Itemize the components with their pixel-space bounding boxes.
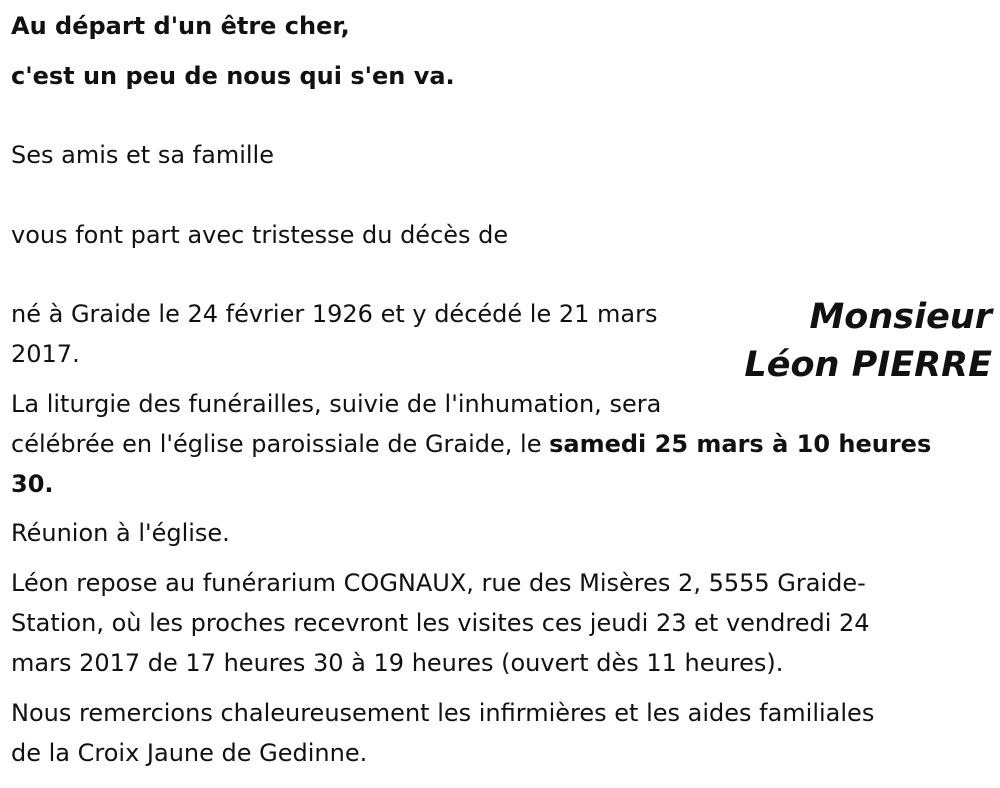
deceased-title: Monsieur	[809, 297, 992, 337]
funeral-line-2-text: célébrée en l'église paroissiale de Graide, le	[11, 430, 550, 458]
deceased-name: Léon PIERRE	[744, 345, 992, 385]
visit-line-2: Station, où les proches recevront les visites ces jeudi 23 et vendredi 24	[11, 609, 870, 637]
funeral-line-3: 30.	[11, 470, 54, 498]
thanks-line-1: Nous remercions chaleureusement les infirmières et les aides familiales	[11, 699, 875, 727]
visit-line-1: Léon repose au funérarium COGNAUX, rue des Misères 2, 5555 Graide-	[11, 569, 866, 597]
quote-line-2: c'est un peu de nous qui s'en va.	[11, 62, 455, 90]
birth-line-2: 2017.	[11, 340, 80, 368]
deceased-name-block	[744, 293, 992, 389]
funeral-line-1: La liturgie des funérailles, suivie de l'inhumation, sera	[11, 390, 662, 418]
birth-line-1: né à Graide le 24 février 1926 et y décédé le 21 mars	[11, 300, 658, 328]
quote-line-1: Au départ d'un être cher,	[11, 12, 350, 40]
thanks-line-2: de la Croix Jaune de Gedinne.	[11, 739, 368, 767]
visit-line-3: mars 2017 de 17 heures 30 à 19 heures (ouvert dès 11 heures).	[11, 649, 784, 677]
meeting-line: Réunion à l'église.	[11, 519, 230, 547]
funeral-date-time: samedi 25 mars à 10 heures	[549, 430, 932, 458]
intro-line-1: Ses amis et sa famille	[11, 141, 274, 169]
intro-line-2: vous font part avec tristesse du décès de	[11, 221, 509, 249]
funeral-line-2	[11, 429, 931, 459]
